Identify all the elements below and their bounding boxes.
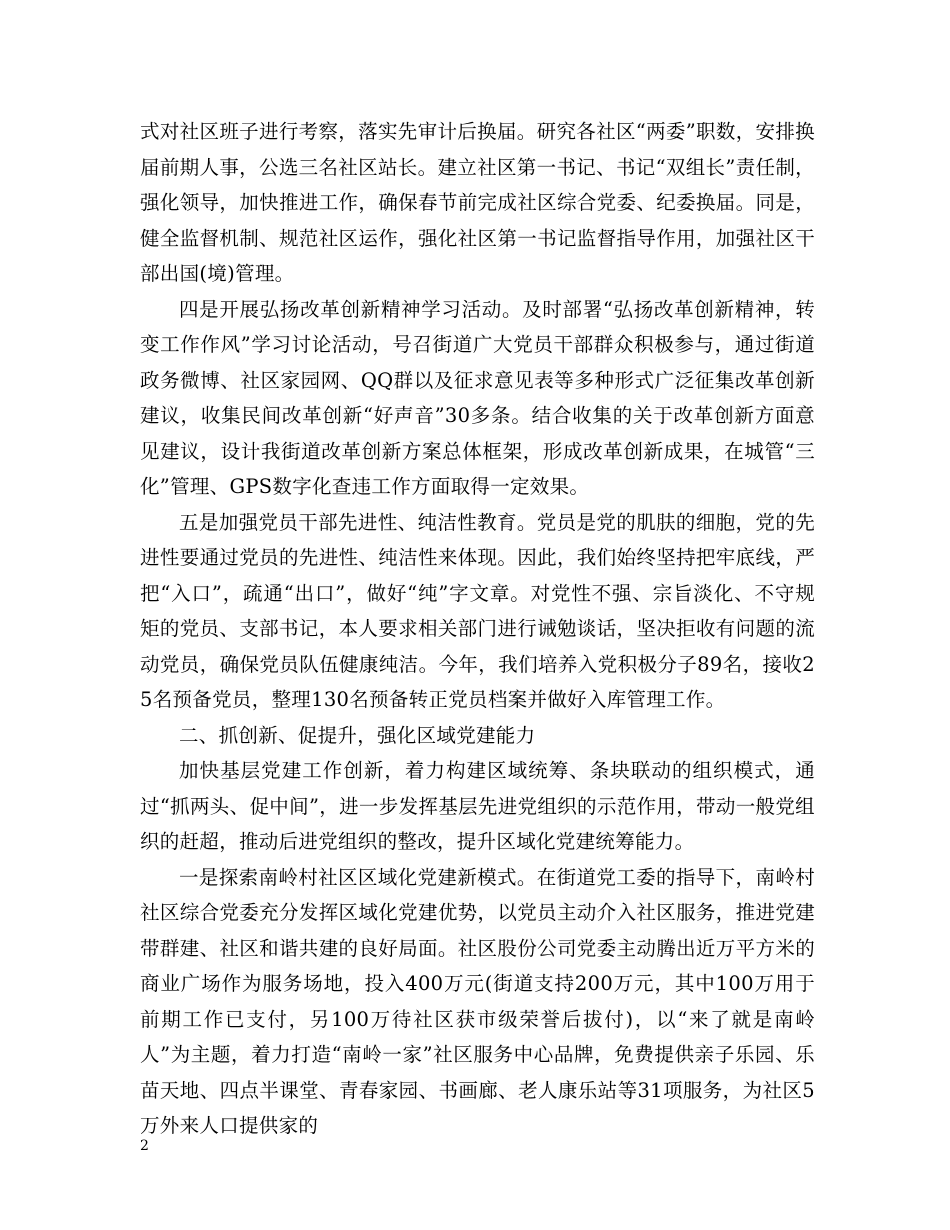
paragraph-1: 式对社区班子进行考察，落实先审计后换届。研究各社区“两委”职数，安排换届前期人事，公选三名社区站长。建立社区第一书记、书记“双组长”责任制，强化领导，加快推进工作，确保春节前完成社区综合党委、纪委换届。同是，健全监督机制、规范社区运作，强化社区第一书记监督指导作用，加强社区干部出国(境)管理。 xyxy=(140,120,815,285)
document-body xyxy=(140,114,815,1144)
paragraph-5: 加快基层党建工作创新，着力构建区域统筹、条块联动的组织模式，通过“抓两头、促中间”，进一步发挥基层先进党组织的示范作用，带动一般党组织的赶超，推动后进党组织的整改，提升区域化党建统筹能力。 xyxy=(140,759,815,853)
paragraph-6: 一是探索南岭村社区区域化党建新模式。在街道党工委的指导下，南岭村社区综合党委充分发挥区域化党建优势，以党员主动介入社区服务，推进党建带群建、社区和谐共建的良好局面。社区股份公司党委主动腾出近万平方米的商业广场作为服务场地，投入400万元(街道支持200万元，其中100万用于前期工作已支付，另100万待社区获市级荣誉后拔付)，以“来了就是南岭人”为主题，着力打造“南岭一家”社区服务中心品牌，免费提供亲子乐园、乐苗天地、四点半课堂、青春家园、书画廊、老人康乐站等31项服务，为社区5万外来人口提供家的 xyxy=(140,865,815,1137)
page-number: 2 xyxy=(140,1138,149,1154)
paragraph-2: 四是开展弘扬改革创新精神学习活动。及时部署“弘扬改革创新精神，转变工作作风”学习讨论活动，号召街道广大党员干部群众积极参与，通过街道政务微博、社区家园网、QQ群以及征求意见表等多种形式广泛征集改革创新建议，收集民间改革创新“好声音”30多条。结合收集的关于改革创新方面意见建议，设计我街道改革创新方案总体框架，形成改革创新成果，在城管“三化”管理、GPS数字化查违工作方面取得一定效果。 xyxy=(140,297,815,498)
paragraph-3: 五是加强党员干部先进性、纯洁性教育。党员是党的肌肤的细胞，党的先进性要通过党员的先进性、纯洁性来体现。因此，我们始终坚持把牢底线，严把“入口”，疏通“出口”，做好“纯”字文章。对党性不强、宗旨淡化、不守规矩的党员、支部书记，本人要求相关部门进行诫勉谈话，坚决拒收有问题的流动党员，确保党员队伍健康纯洁。今年，我们培养入党积极分子89名，接收25名预备党员，整理130名预备转正党员档案并做好入库管理工作。 xyxy=(140,510,815,711)
section-heading: 二、抓创新、促提升，强化区域党建能力 xyxy=(179,723,536,747)
